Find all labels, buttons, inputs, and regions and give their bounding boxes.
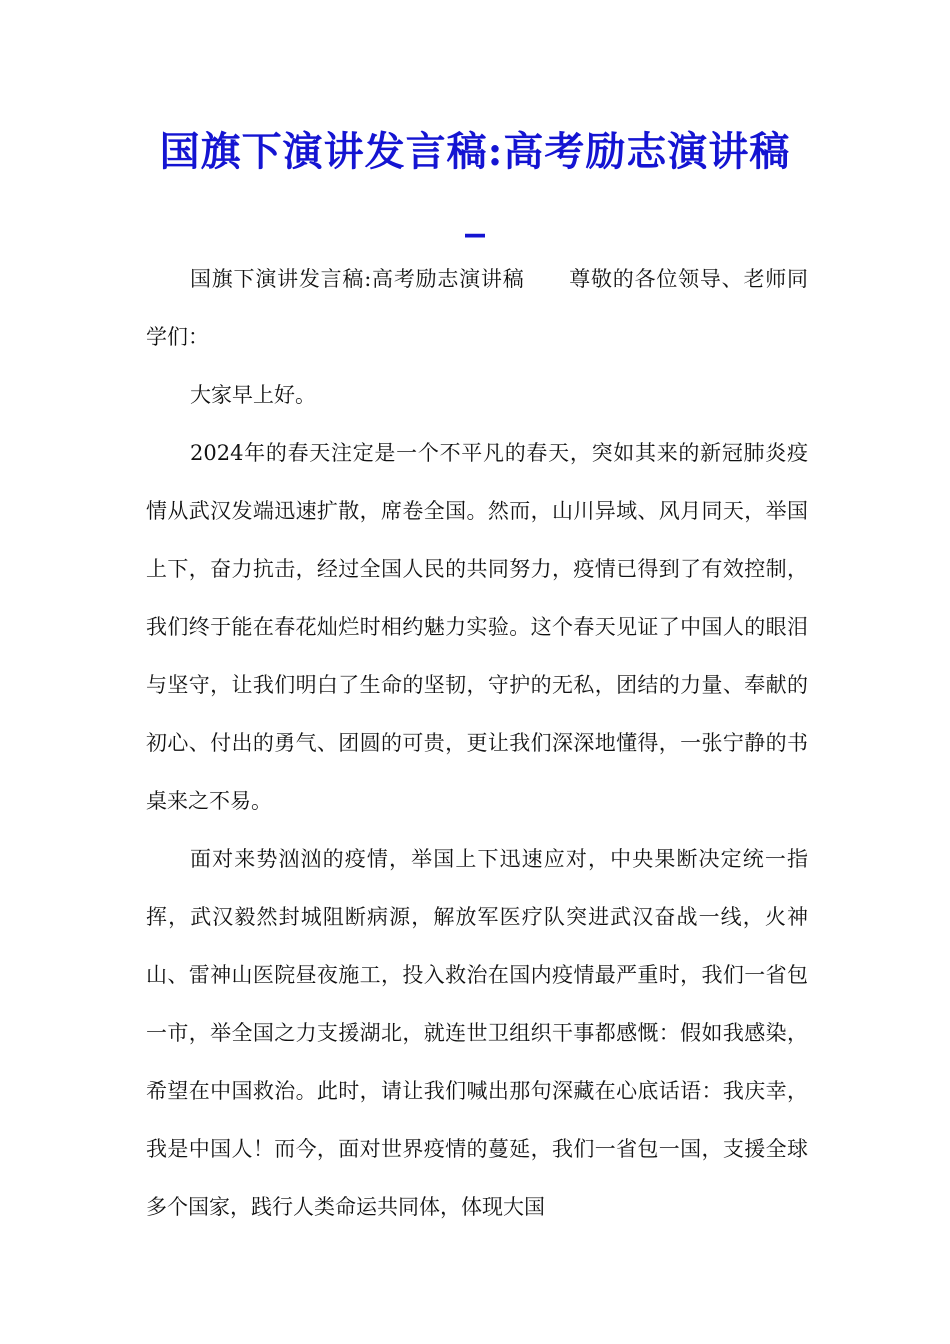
opening-title: 国旗下演讲发言稿:高考励志演讲稿 [190,267,525,291]
body-paragraph-spring: 2024年的春天注定是一个不平凡的春天，突如其来的新冠肺炎疫情从武汉发端迅速扩散，席卷全国。然而，山川异域、风月同天，举国上下，奋力抗击，经过全国人民的共同努力，疫情已得到了有效控制，我们终于能在春花灿烂时相约魅力实验。这个春天见证了中国人的眼泪与坚守，让我们明白了生命的坚韧，守护的无私，团结的力量、奉献的初心、付出的勇气、团圆的可贵，更让我们深深地懂得，一张宁静的书桌来之不易。 [146,441,808,813]
body-paragraph-response: 面对来势汹汹的疫情，举国上下迅速应对，中央果断决定统一指挥，武汉毅然封城阻断病源，解放军医疗队突进武汉奋战一线，火神山、雷神山医院昼夜施工，投入救治在国内疫情最严重时，我们一省包一市，举全国之力支援湖北，就连世卫组织干事都感慨：假如我感染，希望在中国救治。此时，请让我们喊出那句深藏在心底话语：我庆幸，我是中国人！而今，面对世界疫情的蔓延，我们一省包一国，支援全球多个国家，践行人类命运共同体，体现大国 [146,847,808,1219]
document-body [146,250,808,1236]
body-paragraph-greeting: 大家早上好。 [190,383,316,407]
opening-salutation: 尊敬的各位领导、老师同学们： [146,267,809,349]
opening-paragraph [146,250,808,366]
document-title: 国旗下演讲发言稿:高考励志演讲稿 [159,128,791,175]
document-title-tail: _ [465,191,485,238]
